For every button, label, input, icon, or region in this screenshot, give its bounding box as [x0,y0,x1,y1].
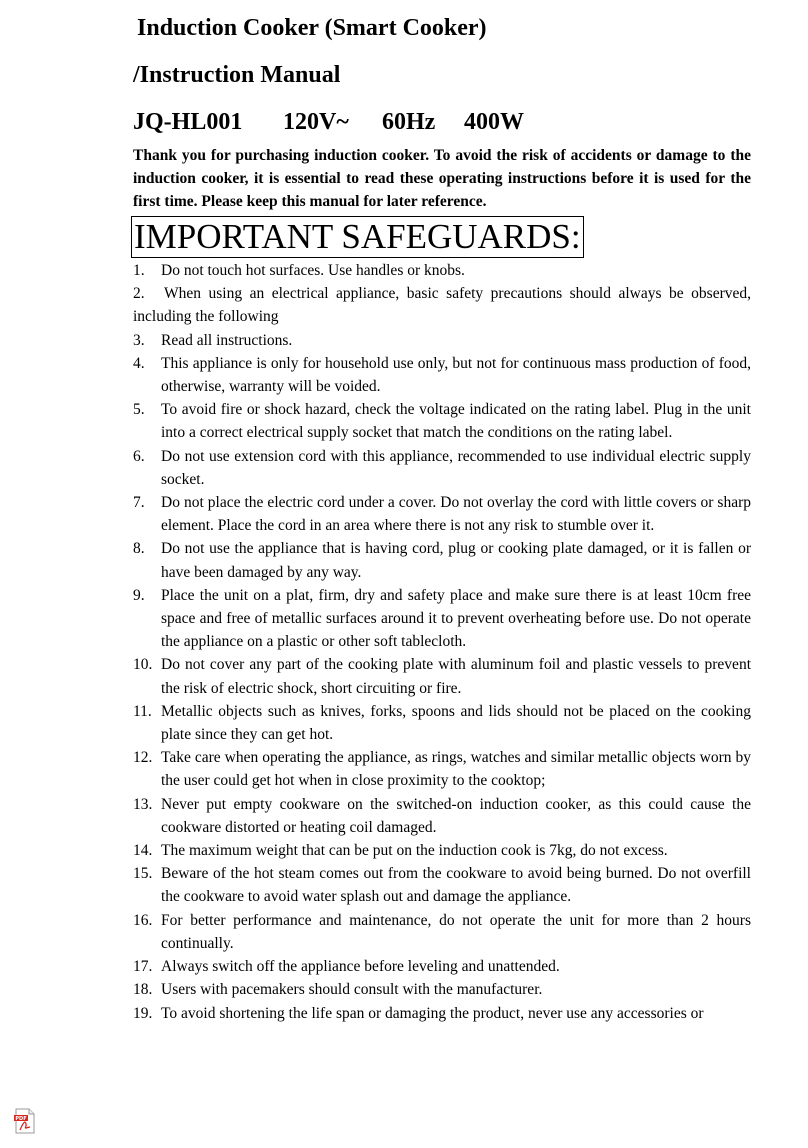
safeguard-item-text: Take care when operating the appliance, as rings, watches and similar metallic objects worn by the user could get hot when in close proximity to the cooktop; [161,749,751,790]
safeguard-item [133,445,751,491]
safeguard-item [133,1002,751,1025]
intro-paragraph: Thank you for purchasing induction cooker. To avoid the risk of accidents or damage to the induction cooker, it is essential to read these operating instructions before it is used for the first time. Please keep this manual for later reference. [133,147,751,210]
safeguard-item [133,584,751,654]
safeguard-item-number: 17. [133,958,153,976]
safeguard-item-number: 3. [133,331,145,349]
safeguard-item-number: 12. [133,749,153,767]
safeguard-item-number: 1. [133,262,145,279]
document-title: Induction Cooker (Smart Cooker) [137,15,487,41]
safeguard-item-number: 7. [133,494,145,512]
safeguard-item-text: Do not use extension cord with this appliance, recommended to use individual electric supply socket. [161,447,751,488]
safeguard-item-text: Always switch off the appliance before leveling and unattended. [161,958,560,976]
safeguard-item-text: Do not use the appliance that is having cord, plug or cooking plate damaged, or it is fallen or have been damaged by any way. [161,540,751,581]
safeguard-item-text: Never put empty cookware on the switched-on induction cooker, as this could cause the cookware distorted or heating coil damaged. [161,795,751,836]
safeguard-item [133,746,751,792]
safeguard-item [133,491,751,537]
safeguard-item-number: 16. [133,911,153,929]
model-specs [133,106,524,138]
safeguard-item-text: Metallic objects such as knives, forks, spoons and lids should not be placed on the cooking plate since they can get hot. [161,702,751,744]
safeguard-item-number: 15. [133,865,153,883]
safeguard-item-text: Place the unit on a plat, firm, dry and safety place and make sure there is at least 10cm free space and free of metallic surfaces around it to prevent overheating before use. Do not operate the appliance on a plastic or other soft tablecloth. [161,586,751,651]
safeguard-item [133,839,751,862]
safeguard-item-text: Read all instructions. [161,331,293,349]
model-number: JQ-HL001 [133,109,243,135]
safeguard-item [133,700,751,746]
safeguard-item-text: For better performance and maintenance, do not operate the unit for more than 2 hours continually. [161,911,751,952]
safeguard-item [133,653,751,699]
safeguard-item-text: Do not touch hot surfaces. Use handles or knobs. [161,262,465,279]
pdf-icon [14,1108,36,1134]
safeguard-item [133,398,751,444]
safeguards-heading: IMPORTANT SAFEGUARDS: [131,216,584,258]
safeguard-item [133,793,751,839]
safeguard-item [133,909,751,955]
safeguard-item-number: 5. [133,401,145,419]
pdf-icon-label: PDF [15,1116,27,1122]
safeguard-item-number: 19. [133,1004,153,1022]
safeguard-item [133,978,751,1001]
safeguard-item [133,352,751,398]
safeguard-item-number: 4. [133,354,145,372]
safeguard-item-text: Do not cover any part of the cooking plate with aluminum foil and plastic vessels to prevent the risk of electric shock, short circuiting or fire. [161,656,751,697]
safeguard-item [133,329,751,352]
voltage-spec: 120V~ [283,109,349,135]
safeguard-item-number: 6. [133,447,145,465]
safeguard-item-text: The maximum weight that can be put on the induction cook is 7kg, do not excess. [161,842,668,860]
safeguard-item [133,537,751,583]
power-spec: 400W [464,109,524,135]
document-subtitle: /Instruction Manual [133,62,341,88]
safeguard-item-number: 9. [133,586,145,604]
safeguard-item [133,282,751,328]
safeguard-item-number: 11. [133,702,152,720]
safeguard-item-text: To avoid shortening the life span or damaging the product, never use any accessories or [161,1004,704,1022]
safeguard-item-text: This appliance is only for household use only, but not for continuous mass production of food, otherwise, warranty will be voided. [161,354,751,396]
safeguard-item-text: Beware of the hot steam comes out from the cookware to avoid being burned. Do not overfill the cookware to avoid water splash out and damage the appliance. [161,865,751,906]
frequency-spec: 60Hz [382,109,436,135]
safeguard-item-text: To avoid fire or shock hazard, check the voltage indicated on the rating label. Plug in the unit into a correct electrical supply socket that match the conditions on the rating label. [161,401,751,442]
safeguard-item-number: 2. [133,285,145,303]
safeguard-item [133,862,751,908]
safeguard-item-number: 14. [133,842,153,860]
safeguard-item-text: When using an electrical appliance, basic safety precautions should always be observed, including the following [133,285,751,326]
safeguard-item [133,259,751,282]
safeguard-item-text: Do not place the electric cord under a cover. Do not overlay the cord with little covers or sharp element. Place the cord in an area where there is not any risk to stumble over it. [161,494,751,535]
safeguard-item-number: 8. [133,540,145,558]
safeguard-item-number: 10. [133,656,153,674]
safeguard-item-text: Users with pacemakers should consult with the manufacturer. [161,981,543,999]
safeguard-item-number: 13. [133,795,153,813]
safeguards-list [133,259,751,1025]
safeguard-item-number: 18. [133,981,153,999]
safeguard-item [133,955,751,978]
